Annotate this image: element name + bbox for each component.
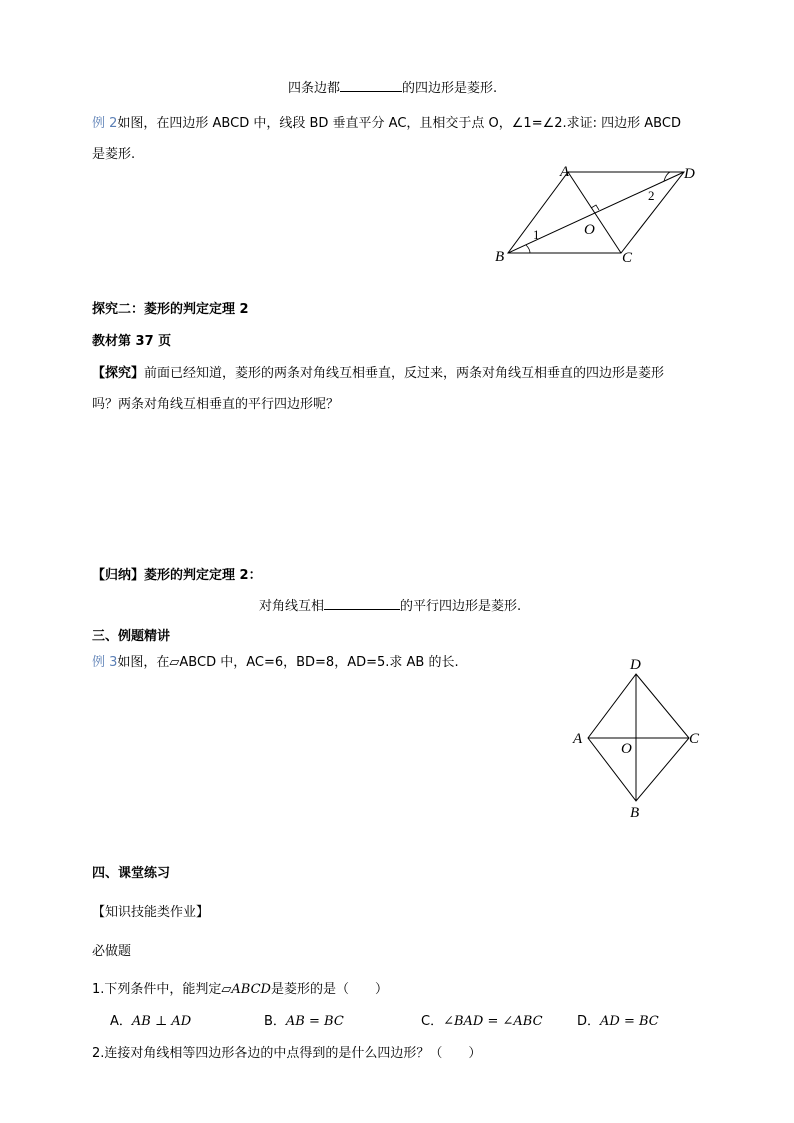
label-b: B: [630, 805, 640, 821]
text: 四条边都: [288, 81, 341, 96]
option-a[interactable]: [110, 1010, 191, 1029]
label-b: B: [495, 249, 505, 265]
figure-parallelogram-abcd: [488, 158, 708, 270]
option-letter: B．: [264, 1014, 286, 1029]
label-d: D: [684, 166, 695, 182]
example-text: 如图，在四边形 ABCD 中，线段 BD 垂直平分 AC，且相交于点 O，∠1=∠2.求证: 四边形 ABCD: [117, 116, 681, 131]
fill-in-theorem-2: [259, 595, 521, 614]
example-label: 例 3: [92, 655, 118, 670]
option-letter: C．: [421, 1014, 444, 1029]
homework-type: 【知识技能类作业】: [92, 905, 210, 920]
label-c: C: [622, 250, 633, 266]
diagonal-ac: [568, 172, 621, 253]
example-label: 例 2: [92, 116, 118, 131]
text: 对角线互相: [259, 599, 325, 614]
fill-in-rhombus-definition: [288, 77, 497, 96]
option-letter: D．: [577, 1014, 601, 1029]
question-2: 2.连接对角线相等四边形各边的中点得到的是什么四边形？（ ）: [92, 1046, 482, 1061]
question-text-end: 是菱形的是（ ）: [270, 982, 388, 997]
option-d[interactable]: [577, 1010, 659, 1029]
option-math: AD = BC: [600, 1014, 659, 1029]
example-3: [92, 651, 459, 670]
label-o: O: [621, 741, 632, 757]
section-title-examples: 三、例题精讲: [92, 629, 171, 644]
option-c[interactable]: [421, 1010, 543, 1029]
label-angle-1: 1: [533, 227, 540, 242]
label-c: C: [689, 731, 700, 747]
explore-tag: 【探究】: [92, 366, 145, 381]
label-a: A: [560, 164, 570, 180]
answer-blank[interactable]: [340, 79, 402, 92]
summary-title: 【归纳】菱形的判定定理 2：: [92, 568, 262, 583]
text: 的四边形是菱形.: [402, 81, 498, 96]
example-text: 如图，在▱ABCD 中，AC=6，BD=8，AD=5.求 AB 的长.: [117, 655, 459, 670]
angle-1-arc: [526, 245, 530, 253]
answer-blank[interactable]: [324, 597, 400, 610]
option-math: AB ⊥ AD: [131, 1014, 192, 1029]
label-a: A: [573, 731, 583, 747]
question-math: ABCD: [231, 982, 271, 997]
example-2-line1: [92, 112, 681, 131]
text: 的平行四边形是菱形.: [400, 599, 522, 614]
textbook-page: 教材第 37 页: [92, 334, 172, 349]
option-b[interactable]: [264, 1010, 344, 1029]
section-title-practice: 四、课堂练习: [92, 866, 171, 881]
figure-rhombus-abcd: [566, 652, 706, 824]
section-title-explore-2: 探究二：菱形的判定定理 2: [92, 302, 249, 317]
label-d: D: [630, 657, 641, 673]
required-questions: 必做题: [92, 944, 132, 959]
label-angle-2: 2: [648, 188, 655, 203]
explore-line2: 吗？两条对角线互相垂直的平行四边形呢？: [92, 397, 340, 412]
option-math: AB = BC: [285, 1014, 344, 1029]
question-text: 1.下列条件中，能判定▱: [92, 982, 232, 997]
example-2-line2: 是菱形.: [92, 147, 136, 162]
option-math: ∠BAD = ∠ABC: [443, 1014, 543, 1029]
explore-text: 前面已经知道，菱形的两条对角线互相垂直，反过来，两条对角线互相垂直的四边形是菱形: [144, 366, 665, 381]
question-1: [92, 978, 388, 997]
explore-line1: [92, 362, 664, 381]
label-o: O: [584, 222, 595, 238]
option-letter: A．: [110, 1014, 132, 1029]
